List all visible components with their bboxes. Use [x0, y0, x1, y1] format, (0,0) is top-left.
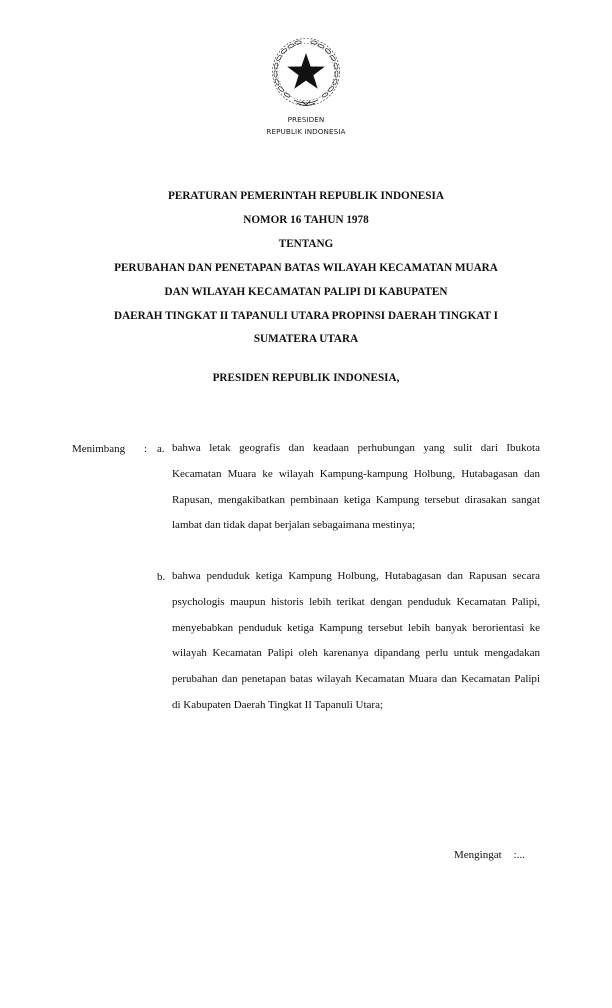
regulation-title: [0, 185, 612, 352]
next-section-suffix: :...: [513, 849, 525, 861]
considerations-separator: :: [144, 443, 148, 455]
page-continuation-catchword: [454, 845, 525, 865]
title-line-about: TENTANG: [278, 237, 334, 250]
consideration-marker-b: b.: [157, 571, 166, 583]
title-line-subject-4: SUMATERA UTARA: [253, 333, 359, 346]
next-section-label: Mengingat: [454, 849, 502, 861]
consideration-text-a: bahwa letak geografis dan keadaan perhubungan yang sulit dari Ibukota Kecamatan Muara ke wilayah Kampung-kampung Holbung, Hutabagasan dan Rapusan, mengakibatkan pembinaan ketiga Kampung tersebut dirasakan sangat lambat dan tidak dapat berjalan sebagaimana mestinya;: [172, 442, 540, 532]
title-line-regulation-type: PERATURAN PEMERINTAH REPUBLIK INDONESIA: [168, 190, 444, 202]
title-line-subject-3: DAERAH TINGKAT II TAPANULI UTARA PROPINSI DAERAH TINGKAT I: [114, 309, 498, 322]
consideration-text-b: bahwa penduduk ketiga Kampung Holbung, Hutabagasan dan Rapusan secara psychologis maupun historis lebih terikat dengan penduduk Kecamatan Palipi, menyebabkan penduduk ketiga Kampung tersebut lebih banyak berorientasi ke wilayah Kecamatan Palipi oleh karenanya dipandang perlu untuk mengadakan perubahan dan penetapan batas wilayah Kecamatan Muara dan Kecamatan Palipi di Kabupaten Daerah Tingkat II Tapanuli Utara;: [172, 570, 540, 711]
institution-name-line-1: PRESIDEN: [287, 115, 325, 124]
consideration-marker-a: a.: [157, 443, 165, 455]
institution-name-line-2: REPUBLIK INDONESIA: [266, 127, 346, 136]
garuda-emblem-icon: [267, 36, 345, 110]
title-line-subject-2: DAN WILAYAH KECAMATAN PALIPI DI KABUPATEN: [164, 285, 448, 298]
considerations-label: Menimbang: [72, 443, 126, 455]
title-line-number: NOMOR 16 TAHUN 1978: [243, 213, 369, 226]
enactor-heading: PRESIDEN REPUBLIK INDONESIA,: [212, 372, 400, 384]
title-line-subject-1: PERUBAHAN DAN PENETAPAN BATAS WILAYAH KECAMATAN MUARA: [114, 261, 498, 274]
